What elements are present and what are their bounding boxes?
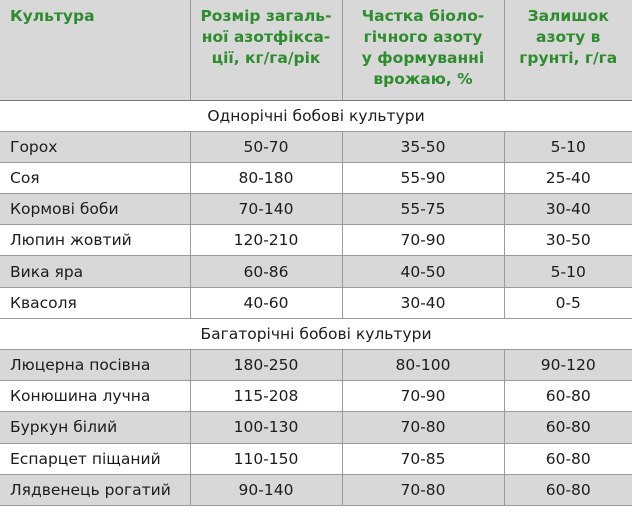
crop-cell: Конюшина лучна xyxy=(0,381,190,412)
residual-cell: 90-120 xyxy=(504,350,632,381)
header-share-line: врожаю, % xyxy=(373,70,473,88)
table-row xyxy=(0,131,632,162)
fixation-cell: 110-150 xyxy=(190,443,342,474)
table-row xyxy=(0,412,632,443)
table-header xyxy=(0,0,632,100)
group-title: Однорічні бобові культури xyxy=(0,100,632,131)
residual-cell: 60-80 xyxy=(504,381,632,412)
share-cell: 70-90 xyxy=(342,381,504,412)
residual-cell: 60-80 xyxy=(504,443,632,474)
table-row xyxy=(0,287,632,318)
fixation-cell: 50-70 xyxy=(190,131,342,162)
crop-cell: Вика яра xyxy=(0,256,190,287)
table-row xyxy=(0,474,632,505)
fixation-cell: 60-86 xyxy=(190,256,342,287)
header-residual-line: азоту в xyxy=(536,28,601,46)
crop-cell: Кормові боби xyxy=(0,194,190,225)
group-title: Багаторічні бобові культури xyxy=(0,318,632,349)
header-fixation xyxy=(190,0,342,100)
fixation-cell: 180-250 xyxy=(190,350,342,381)
header-crop xyxy=(0,0,190,100)
group-row-annual xyxy=(0,100,632,131)
table-row xyxy=(0,162,632,193)
residual-cell: 5-10 xyxy=(504,256,632,287)
share-cell: 70-90 xyxy=(342,225,504,256)
header-share xyxy=(342,0,504,100)
fixation-cell: 115-208 xyxy=(190,381,342,412)
residual-cell: 60-80 xyxy=(504,474,632,505)
crop-cell: Еспарцет піщаний xyxy=(0,443,190,474)
table-row xyxy=(0,256,632,287)
crop-cell: Квасоля xyxy=(0,287,190,318)
header-fixation-line: ної азотфікса- xyxy=(201,28,331,46)
fixation-cell: 120-210 xyxy=(190,225,342,256)
share-cell: 70-80 xyxy=(342,412,504,443)
table-row xyxy=(0,443,632,474)
residual-cell: 30-40 xyxy=(504,194,632,225)
header-fixation-line: Розмір загаль- xyxy=(200,7,332,25)
header-residual-line: Залишок xyxy=(527,7,609,25)
crop-cell: Лядвенець рогатий xyxy=(0,474,190,505)
residual-cell: 60-80 xyxy=(504,412,632,443)
crop-cell: Люпин жовтий xyxy=(0,225,190,256)
share-cell: 40-50 xyxy=(342,256,504,287)
header-residual-line: грунті, г/га xyxy=(519,49,618,67)
table-row xyxy=(0,225,632,256)
table-body xyxy=(0,100,632,505)
crop-cell: Люцерна посівна xyxy=(0,350,190,381)
table-row xyxy=(0,350,632,381)
share-cell: 55-75 xyxy=(342,194,504,225)
residual-cell: 5-10 xyxy=(504,131,632,162)
crop-cell: Буркун білий xyxy=(0,412,190,443)
fixation-cell: 80-180 xyxy=(190,162,342,193)
header-residual xyxy=(504,0,632,100)
fixation-cell: 100-130 xyxy=(190,412,342,443)
residual-cell: 30-50 xyxy=(504,225,632,256)
header-share-line: Частка біоло- xyxy=(361,7,485,25)
fixation-cell: 90-140 xyxy=(190,474,342,505)
header-share-line: у формуванні xyxy=(361,49,485,67)
header-row xyxy=(0,0,632,100)
fixation-cell: 70-140 xyxy=(190,194,342,225)
crop-cell: Горох xyxy=(0,131,190,162)
table-row xyxy=(0,381,632,412)
residual-cell: 0-5 xyxy=(504,287,632,318)
share-cell: 35-50 xyxy=(342,131,504,162)
share-cell: 30-40 xyxy=(342,287,504,318)
crop-cell: Соя xyxy=(0,162,190,193)
table-row xyxy=(0,194,632,225)
header-crop-label: Культура xyxy=(10,7,95,25)
header-fixation-line: ції, кг/га/рік xyxy=(211,49,321,67)
share-cell: 70-80 xyxy=(342,474,504,505)
share-cell: 70-85 xyxy=(342,443,504,474)
fixation-cell: 40-60 xyxy=(190,287,342,318)
share-cell: 80-100 xyxy=(342,350,504,381)
residual-cell: 25-40 xyxy=(504,162,632,193)
share-cell: 55-90 xyxy=(342,162,504,193)
group-row-perennial xyxy=(0,318,632,349)
header-share-line: гічного азоту xyxy=(363,28,483,46)
